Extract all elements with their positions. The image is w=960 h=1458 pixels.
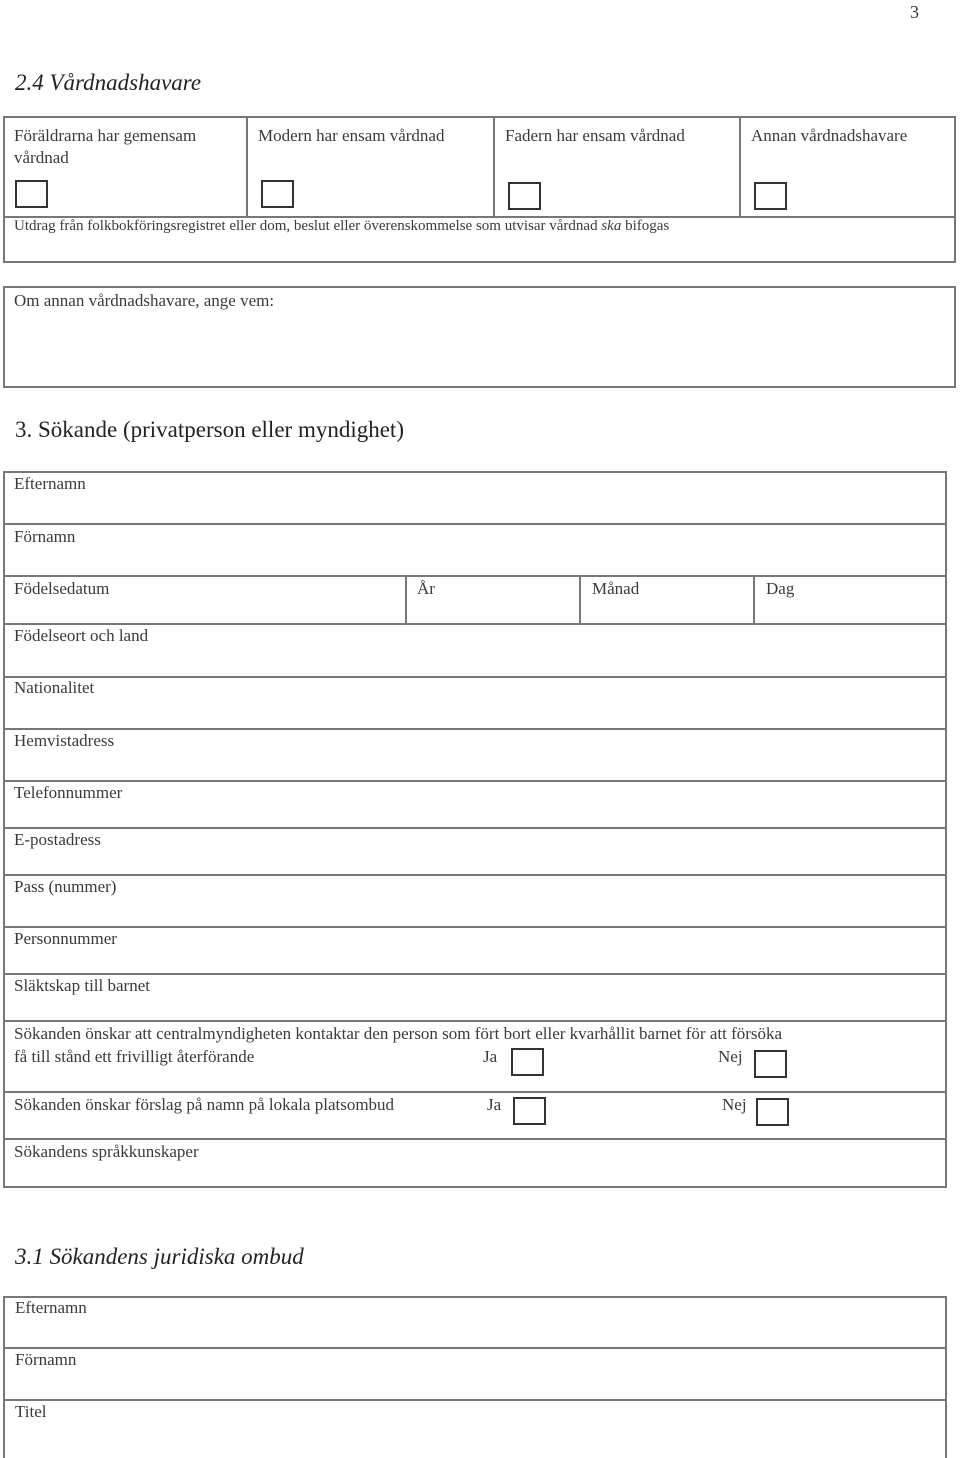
note-emphasis: ska [601,218,622,234]
row-divider [3,1138,947,1140]
epost-label: E-postadress [14,830,101,849]
note-suffix: bifogas [621,218,670,234]
ombud-nej-checkbox[interactable] [756,1098,789,1126]
telefonnummer-label: Telefonnummer [14,783,123,802]
ombud-nej-label: Nej [722,1095,747,1114]
ombud-fornamn-label: Förnamn [15,1350,77,1369]
custody-col-divider [739,116,741,217]
modern-ensam-checkbox[interactable] [261,180,294,208]
dag-label: Dag [766,579,795,598]
option-modern-ensam-label: Modern har ensam vårdnad [258,126,445,145]
row-divider [3,1399,947,1401]
fodelsedatum-label: Födelsedatum [14,579,110,598]
row-divider [3,676,947,678]
custody-col-divider [246,116,248,217]
other-guardian-label: Om annan vårdnadshavare, ange vem: [14,291,275,310]
section-2-4-heading: 2.4 Vårdnadshavare [15,70,202,95]
ombud-titel-label: Titel [15,1402,47,1421]
date-col-divider [579,575,581,624]
ombud-ja-checkbox[interactable] [513,1097,546,1125]
section-3-1-heading: 3.1 Sökandens juridiska ombud [15,1244,304,1269]
annan-vardnadshavare-checkbox[interactable] [754,182,787,210]
row-divider [3,728,947,730]
applicant-table [3,471,947,1188]
sprak-label: Sökandens språkkunskaper [14,1142,199,1161]
custody-col-divider [493,116,495,217]
manad-label: Månad [592,579,640,598]
section-3-heading: 3. Sökande (privatperson eller myndighet) [15,417,404,442]
ombud-question: Sökanden önskar förslag på namn på lokala platsombud [14,1095,395,1114]
ar-label: År [417,579,435,598]
contact-question-line2: få till stånd ett frivilligt återförande [14,1047,255,1066]
contact-question-line1: Sökanden önskar att centralmyndigheten kontaktar den person som fört bort eller kvarhållit barnet för att försöka [14,1024,783,1043]
slaktskap-label: Släktskap till barnet [14,976,150,995]
option-annan-label: Annan vårdnadshavare [751,126,908,145]
date-col-divider [753,575,755,624]
nationalitet-label: Nationalitet [14,678,95,697]
fornamn-label: Förnamn [14,527,76,546]
fadern-ensam-checkbox[interactable] [508,182,541,210]
fodelseort-label: Födelseort och land [14,626,149,645]
row-divider [3,780,947,782]
custody-attachment-note [14,218,669,235]
option-fadern-ensam-label: Fadern har ensam vårdnad [505,126,685,145]
contact-ja-label: Ja [483,1047,498,1066]
legal-representative-table [3,1296,947,1458]
row-divider [3,575,947,577]
personnummer-label: Personnummer [14,929,117,948]
row-divider [3,623,947,625]
hemvistadress-label: Hemvistadress [14,731,115,750]
row-divider [3,1020,947,1022]
row-divider [3,874,947,876]
ombud-ja-label: Ja [487,1095,502,1114]
row-divider [3,973,947,975]
row-divider [3,523,947,525]
date-col-divider [405,575,407,624]
row-divider [3,1091,947,1093]
contact-nej-label: Nej [718,1047,743,1066]
pass-label: Pass (nummer) [14,877,117,896]
row-divider [3,926,947,928]
contact-ja-checkbox[interactable] [511,1048,544,1076]
row-divider [3,1347,947,1349]
page-number: 3 [910,2,919,22]
ombud-efternamn-label: Efternamn [15,1298,87,1317]
contact-nej-checkbox[interactable] [754,1050,787,1078]
gemensam-vardnad-checkbox[interactable] [15,180,48,208]
efternamn-label: Efternamn [14,474,86,493]
option-gemensam-vardnad-label: Föräldrarna har gemensam vårdnad [14,126,197,167]
note-prefix: Utdrag från folkbokföringsregistret eller dom, beslut eller överenskommelse som utvisar vårdnad [14,218,602,234]
row-divider [3,827,947,829]
